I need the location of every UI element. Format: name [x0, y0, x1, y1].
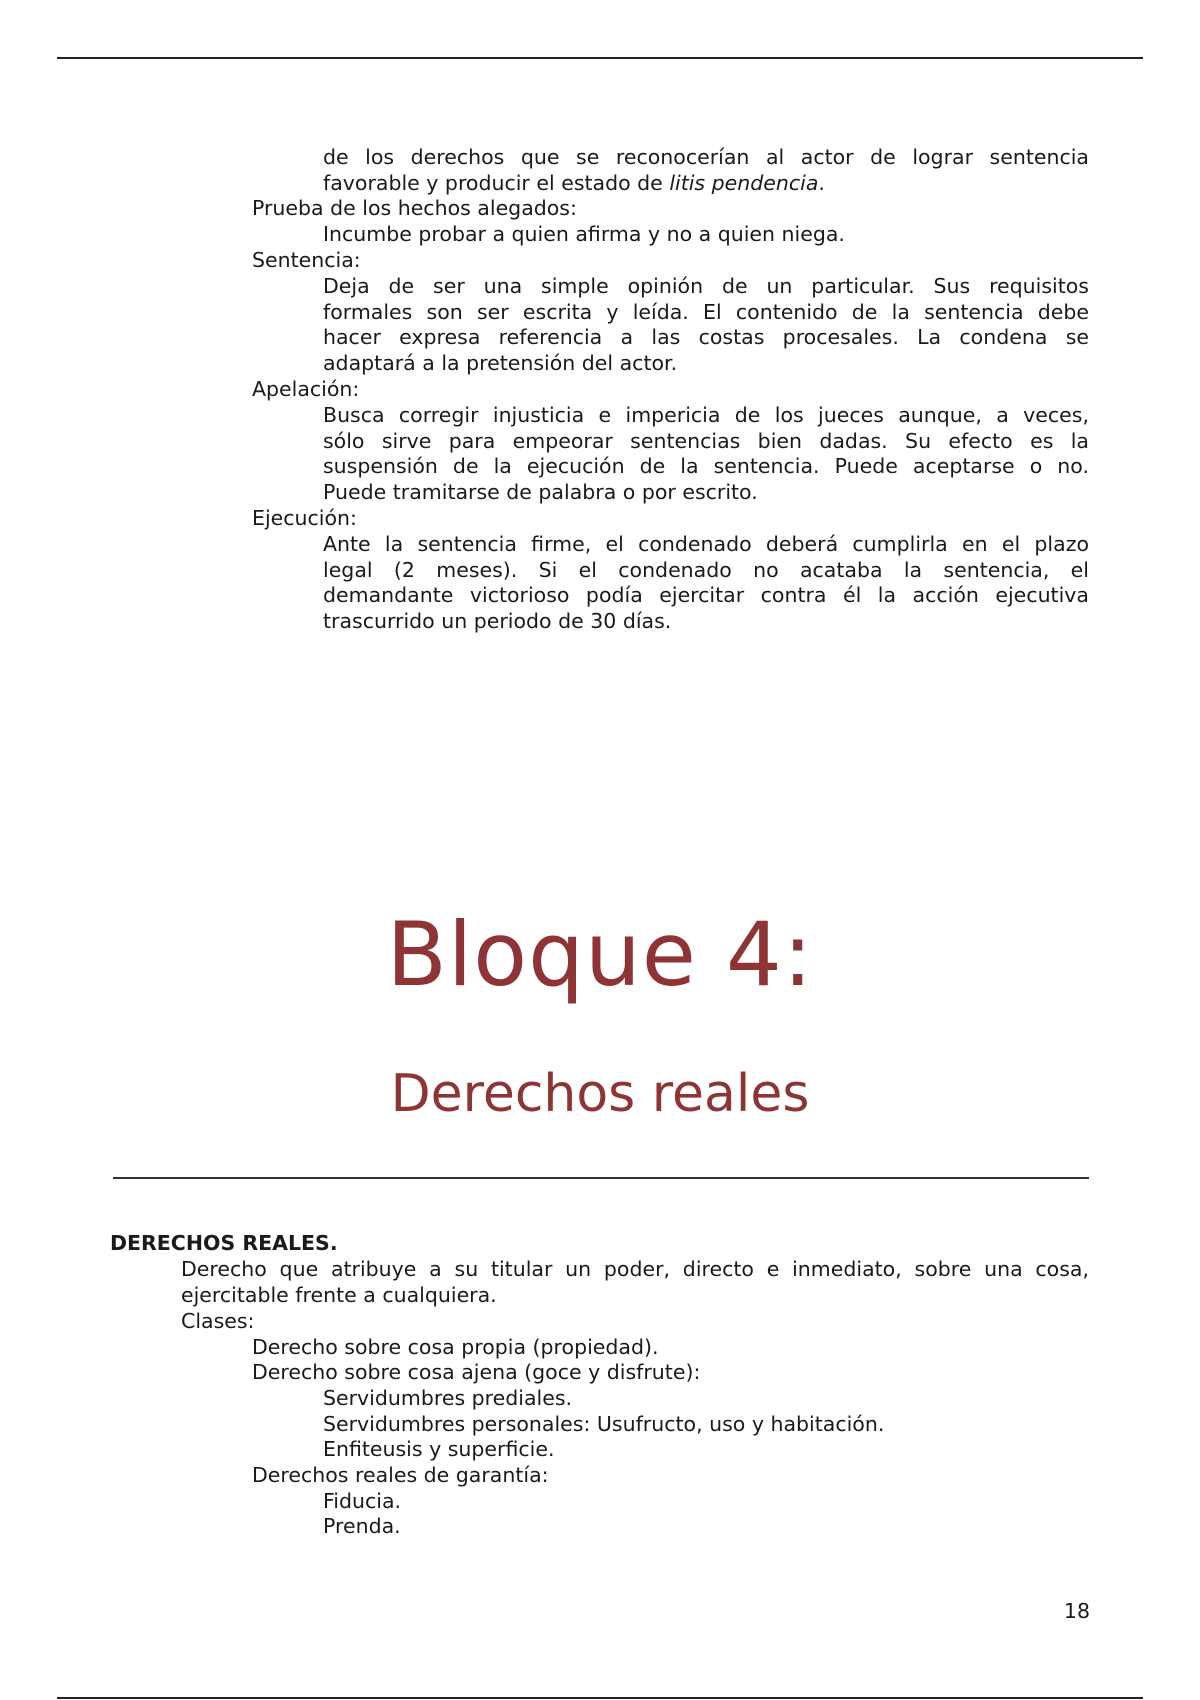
definition-line: ejercitable frente a cualquiera. [181, 1282, 497, 1307]
list-item-garantia: Derechos reales de garantía: [252, 1463, 549, 1487]
list-item-enfiteusis: Enfiteusis y superficie. [323, 1437, 555, 1461]
sentencia-label: Sentencia: [252, 248, 361, 272]
ejecucion-line: Ante la sentencia firme, el condenado deberá cumplirla en el plazo [323, 532, 1089, 556]
definition-paragraph [181, 1257, 1089, 1308]
list-item-servidumbres-prediales: Servidumbres prediales. [323, 1386, 573, 1410]
ejecucion-line: demandante victorioso podía ejercitar contra él la acción ejecutiva [323, 583, 1089, 608]
litis-paragraph [323, 145, 1089, 196]
apelacion-line: suspensión de la ejecución de la sentencia. Puede aceptarse o no. [323, 454, 1089, 479]
section-divider [113, 1177, 1089, 1179]
block-subtitle: Derechos reales [390, 1064, 810, 1124]
litis-line-1: de los derechos que se reconocerían al actor de lograr sentencia [323, 145, 1089, 169]
litis-line-2: favorable y producir el estado de litis pendencia. [323, 170, 825, 195]
prueba-label: Prueba de los hechos alegados: [252, 196, 577, 220]
ejecucion-paragraph [323, 532, 1089, 635]
apelacion-line: Busca corregir injusticia e impericia de los jueces aunque, a veces, [323, 403, 1089, 427]
apelacion-line: Puede tramitarse de palabra o por escrito. [323, 480, 758, 505]
ejecucion-line: trascurrido un periodo de 30 días. [323, 609, 672, 634]
sentencia-line: hacer expresa referencia a las costas procesales. La condena se [323, 325, 1089, 350]
list-item-fiducia: Fiducia. [323, 1489, 402, 1513]
sentencia-line: formales son ser escrita y leída. El contenido de la sentencia debe [323, 299, 1089, 324]
list-item-servidumbres-personales: Servidumbres personales: Usufructo, uso y habitación. [323, 1412, 885, 1436]
sentencia-line: adaptará a la pretensión del actor. [323, 351, 678, 376]
litis-pendencia-term: litis pendencia [669, 170, 819, 195]
list-item-propia: Derecho sobre cosa propia (propiedad). [252, 1335, 659, 1359]
apelacion-label: Apelación: [252, 377, 360, 401]
bottom-rule [57, 1697, 1143, 1699]
block-title: Bloque 4: [386, 903, 814, 1006]
apelacion-line: sólo sirve para empeorar sentencias bien dadas. Su efecto es la [323, 428, 1089, 453]
clases-label: Clases: [181, 1309, 255, 1333]
apelacion-paragraph [323, 403, 1089, 506]
list-item-prenda: Prenda. [323, 1514, 401, 1538]
list-item-ajena: Derecho sobre cosa ajena (goce y disfrute): [252, 1360, 701, 1384]
top-rule [57, 57, 1143, 59]
ejecucion-line: legal (2 meses). Si el condenado no acataba la sentencia, el [323, 557, 1089, 582]
sentencia-line: Deja de ser una simple opinión de un particular. Sus requisitos [323, 274, 1089, 298]
ejecucion-label: Ejecución: [252, 506, 357, 530]
page-number: 18 [1063, 1599, 1090, 1623]
sentencia-paragraph [323, 274, 1089, 377]
section-heading: DERECHOS REALES. [110, 1231, 338, 1255]
definition-line: Derecho que atribuye a su titular un poder, directo e inmediato, sobre una cosa, [181, 1257, 1089, 1281]
prueba-text: Incumbe probar a quien afirma y no a quien niega. [323, 222, 845, 246]
